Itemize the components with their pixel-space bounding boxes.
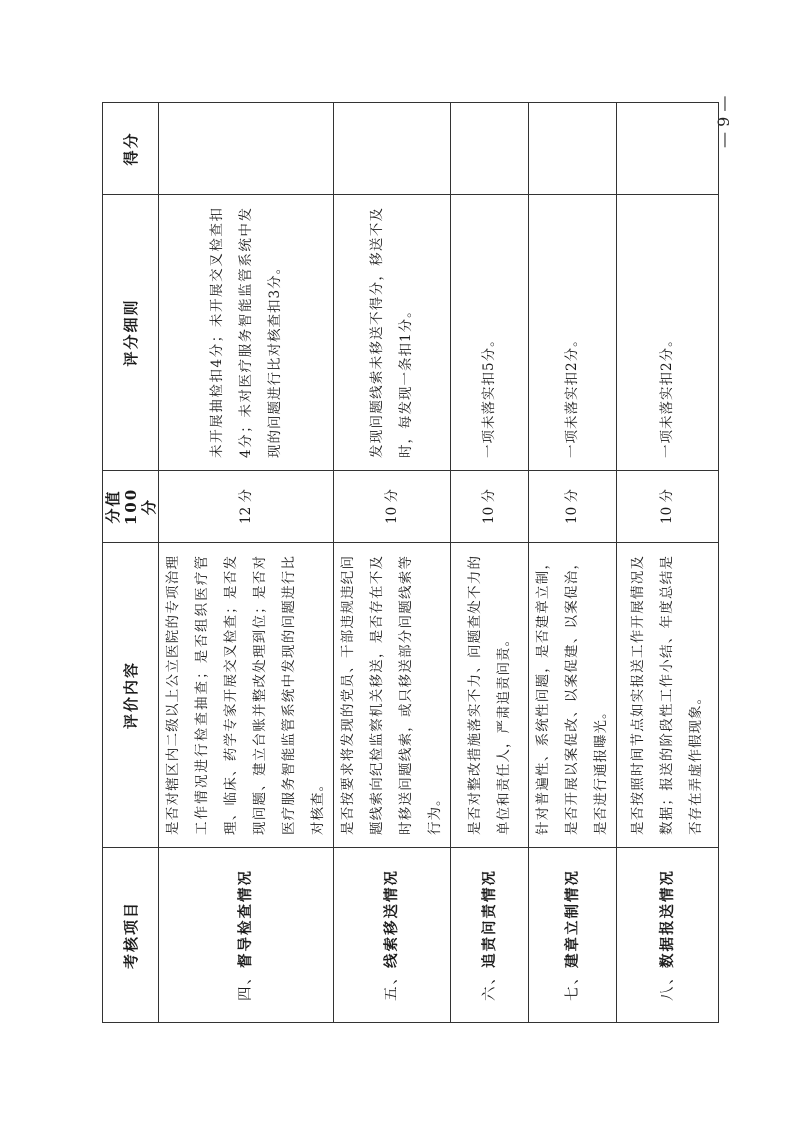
row-got xyxy=(451,103,529,195)
table-row xyxy=(617,103,719,1023)
row-score: 10 分 xyxy=(617,471,719,543)
row-item xyxy=(529,848,617,1023)
row-score: 12 分 xyxy=(159,471,334,543)
row-content: 是否对辖区内二级以上公立医院的专项治理工作情况进行检查抽查；是否组织医疗管理、临床、药学专家开展交叉检查；是否发现问题、建立台账并整改处理到位；是否对医疗服务智能监管系统中发现的问题进行比对核查。 xyxy=(159,543,334,848)
table-row xyxy=(159,103,334,1023)
table-row xyxy=(529,103,617,1023)
table-row xyxy=(334,103,451,1023)
row-content: 是否对整改措施落实不力、问题查处不力的单位和责任人，严肃追责问责。 xyxy=(451,543,529,848)
evaluation-table xyxy=(102,102,719,1023)
header-score xyxy=(103,471,159,543)
row-item-title: 建章立制情况 xyxy=(563,869,581,968)
row-item xyxy=(451,848,529,1023)
row-content: 是否按要求将发现的党员、干部违规违纪问题线索向纪检监察机关移送，是否存在不及时移送问题线索，或只移送部分问题线索等行为。 xyxy=(334,543,451,848)
row-item xyxy=(617,848,719,1023)
table-header-row xyxy=(103,103,159,1023)
row-got xyxy=(529,103,617,195)
rotated-table-wrapper xyxy=(102,103,705,1023)
page-number: — 9 — xyxy=(714,95,733,149)
header-rules: 评分细则 xyxy=(103,195,159,471)
row-rules: 一项未落实扣2分。 xyxy=(529,195,617,471)
row-content: 是否按照时间节点如实报送工作开展情况及数据；报送的阶段性工作小结、年度总结是否存在弄虚作假现象。 xyxy=(617,543,719,848)
table-row xyxy=(451,103,529,1023)
header-item: 考核项目 xyxy=(103,848,159,1023)
row-number: 六、 xyxy=(481,968,498,1001)
row-got xyxy=(159,103,334,195)
row-score: 10 分 xyxy=(334,471,451,543)
row-item-title: 追责问责情况 xyxy=(480,869,498,968)
row-number: 八、 xyxy=(659,968,676,1001)
row-got xyxy=(617,103,719,195)
row-score: 10 分 xyxy=(529,471,617,543)
row-rules: 未开展抽检扣4分；未开展交叉检查扣4分；未对医疗服务智能监管系统中发现的问题进行比对核查扣3分。 xyxy=(159,195,334,471)
header-got: 得分 xyxy=(103,103,159,195)
row-got xyxy=(334,103,451,195)
row-number: 七、 xyxy=(564,968,581,1001)
row-item xyxy=(334,848,451,1023)
header-content: 评价内容 xyxy=(103,543,159,848)
row-number: 五、 xyxy=(384,968,401,1001)
header-score-line1: 分值 xyxy=(103,489,122,524)
row-content: 针对普遍性、系统性问题，是否建章立制，是否开展以案促改、以案促建、以案促治，是否进行通报曝光。 xyxy=(529,543,617,848)
row-number: 四、 xyxy=(237,968,254,1001)
header-score-line2: 100分 xyxy=(121,487,158,526)
row-rules: 一项未落实扣2分。 xyxy=(617,195,719,471)
row-item xyxy=(159,848,334,1023)
row-rules: 一项未落实扣5分。 xyxy=(451,195,529,471)
row-item-title: 督导检查情况 xyxy=(236,869,254,968)
row-score: 10 分 xyxy=(451,471,529,543)
row-item-title: 数据报送情况 xyxy=(658,869,676,968)
row-rules: 发现问题线索未移送不得分，移送不及时，每发现一条扣1分。 xyxy=(334,195,451,471)
row-item-title: 线索移送情况 xyxy=(383,869,401,968)
